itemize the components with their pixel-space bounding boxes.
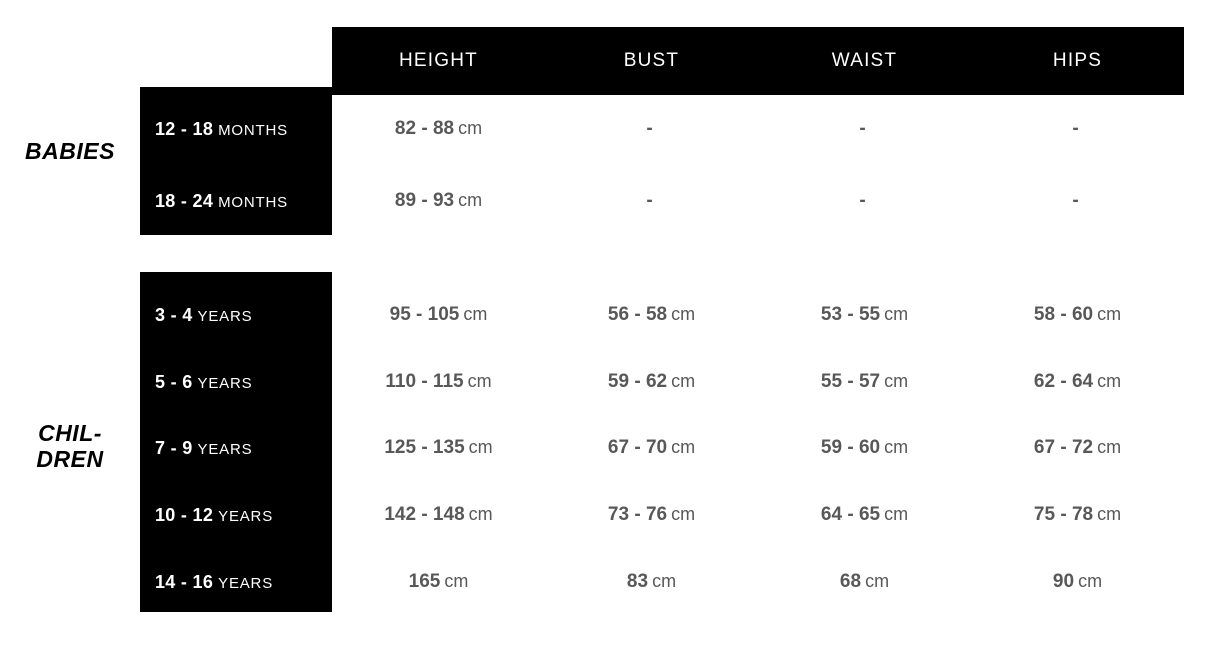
age-range: 12 - 18 <box>155 118 214 139</box>
measure-cells <box>332 304 1184 326</box>
cell-height-unit: cm <box>463 304 488 324</box>
cell-bust-value: 73 - 76 <box>607 504 668 525</box>
size-label-cell <box>140 438 332 459</box>
cell-waist-value: 68 <box>839 571 862 592</box>
cell-height-value: 142 - 148 <box>384 504 465 525</box>
cell-hips-unit: cm <box>1097 504 1122 524</box>
age-range: 10 - 12 <box>155 504 214 525</box>
cell-height-unit: cm <box>468 504 493 524</box>
size-label-cell <box>140 505 332 526</box>
cell-hips-unit: cm <box>1097 437 1122 457</box>
cell-hips-value: 62 - 64 <box>1033 371 1094 392</box>
cell-bust <box>545 437 758 459</box>
cell-height <box>332 118 545 140</box>
cell-waist <box>758 304 971 326</box>
age-range: 5 - 6 <box>155 371 193 392</box>
age-unit: MONTHS <box>218 193 288 211</box>
age-unit: YEARS <box>218 574 273 592</box>
cell-bust-unit: cm <box>671 437 696 457</box>
table-row <box>140 490 1184 540</box>
column-header-hips: HIPS <box>1052 50 1103 71</box>
cell-waist-value: 55 - 57 <box>820 371 881 392</box>
cell-bust-value: 67 - 70 <box>607 437 668 458</box>
cell-hips-unit: cm <box>1097 304 1122 324</box>
age-unit: YEARS <box>197 440 253 458</box>
cell-waist <box>758 190 971 212</box>
cell-hips-value: 58 - 60 <box>1033 304 1094 325</box>
cell-height <box>332 504 545 526</box>
cell-waist <box>758 371 971 393</box>
column-header-waist: WAIST <box>831 50 898 71</box>
cell-waist-unit: cm <box>884 437 909 457</box>
cell-bust-value: - <box>646 118 653 139</box>
measure-cells <box>332 571 1184 593</box>
measure-cells <box>332 118 1184 140</box>
cell-waist-unit: cm <box>865 571 890 591</box>
cell-hips <box>971 504 1184 526</box>
size-label-cell <box>140 305 332 326</box>
cell-waist-value: - <box>859 190 866 211</box>
cell-waist-value: - <box>859 118 866 139</box>
cell-bust <box>545 571 758 593</box>
cell-height-value: 82 - 88 <box>394 118 455 139</box>
cell-bust-value: 83 <box>626 571 649 592</box>
cell-waist-value: 59 - 60 <box>820 437 881 458</box>
cell-waist <box>758 118 971 140</box>
cell-hips-unit: cm <box>1078 571 1103 591</box>
table-row <box>140 557 1184 607</box>
age-unit: MONTHS <box>218 121 288 139</box>
cell-hips-value: 90 <box>1052 571 1075 592</box>
cell-bust <box>545 504 758 526</box>
measure-cells <box>332 190 1184 212</box>
cell-height <box>332 371 545 393</box>
cell-waist <box>758 437 971 459</box>
cell-bust <box>545 304 758 326</box>
table-row <box>140 290 1184 340</box>
group-label-children-line2: DREN <box>36 446 104 473</box>
group-label-children-line1: CHIL- <box>38 420 102 446</box>
cell-height <box>332 304 545 326</box>
cell-waist <box>758 504 971 526</box>
size-label-cell <box>140 372 332 393</box>
cell-hips <box>971 190 1184 212</box>
cell-bust-unit: cm <box>652 571 677 591</box>
size-label-cell <box>140 119 332 140</box>
cell-hips-value: 75 - 78 <box>1033 504 1094 525</box>
table-row <box>140 103 1184 155</box>
measure-cells <box>332 504 1184 526</box>
cell-hips <box>971 118 1184 140</box>
table-row <box>140 175 1184 227</box>
cell-bust-unit: cm <box>671 504 696 524</box>
cell-hips-value: - <box>1072 190 1079 211</box>
cell-hips-unit: cm <box>1097 371 1122 391</box>
cell-height-value: 110 - 115 <box>385 371 464 392</box>
age-unit: YEARS <box>197 374 253 392</box>
cell-waist-unit: cm <box>884 504 909 524</box>
cell-height-unit: cm <box>467 371 492 391</box>
table-row <box>140 423 1184 473</box>
table-row <box>140 357 1184 407</box>
cell-hips-value: - <box>1072 118 1079 139</box>
cell-bust-value: 56 - 58 <box>607 304 668 325</box>
cell-hips <box>971 571 1184 593</box>
column-header-height: HEIGHT <box>399 50 478 71</box>
cell-waist-unit: cm <box>884 371 909 391</box>
cell-hips <box>971 304 1184 326</box>
measure-cells <box>332 437 1184 459</box>
cell-bust-value: - <box>646 190 653 211</box>
cell-waist-value: 64 - 65 <box>820 504 881 525</box>
cell-height-value: 89 - 93 <box>394 190 455 211</box>
cell-waist-value: 53 - 55 <box>820 304 881 325</box>
cell-hips <box>971 437 1184 459</box>
age-range: 18 - 24 <box>155 190 214 211</box>
cell-bust <box>545 118 758 140</box>
cell-height-unit: cm <box>458 190 483 210</box>
age-range: 3 - 4 <box>155 304 193 325</box>
cell-height <box>332 437 545 459</box>
group-label-babies: BABIES <box>25 138 115 164</box>
column-header-bust: BUST <box>623 50 680 71</box>
measure-cells <box>332 371 1184 393</box>
cell-bust-unit: cm <box>671 304 696 324</box>
cell-hips <box>971 371 1184 393</box>
cell-bust <box>545 190 758 212</box>
age-range: 7 - 9 <box>155 437 193 458</box>
age-unit: YEARS <box>197 307 253 325</box>
group-label-children <box>0 420 140 473</box>
cell-waist <box>758 571 971 593</box>
cell-hips-value: 67 - 72 <box>1033 437 1094 458</box>
table-header-row <box>332 27 1184 95</box>
cell-bust <box>545 371 758 393</box>
size-label-cell <box>140 572 332 593</box>
cell-height-value: 125 - 135 <box>384 437 465 458</box>
size-label-cell <box>140 191 332 212</box>
cell-height-unit: cm <box>444 571 469 591</box>
cell-height <box>332 190 545 212</box>
cell-bust-unit: cm <box>671 371 696 391</box>
cell-height-value: 165 <box>408 571 441 592</box>
age-unit: YEARS <box>218 507 273 525</box>
cell-waist-unit: cm <box>884 304 909 324</box>
cell-height <box>332 571 545 593</box>
age-range: 14 - 16 <box>155 571 214 592</box>
cell-height-unit: cm <box>458 118 483 138</box>
cell-height-value: 95 - 105 <box>389 304 460 325</box>
cell-height-unit: cm <box>468 437 493 457</box>
cell-bust-value: 59 - 62 <box>607 371 668 392</box>
